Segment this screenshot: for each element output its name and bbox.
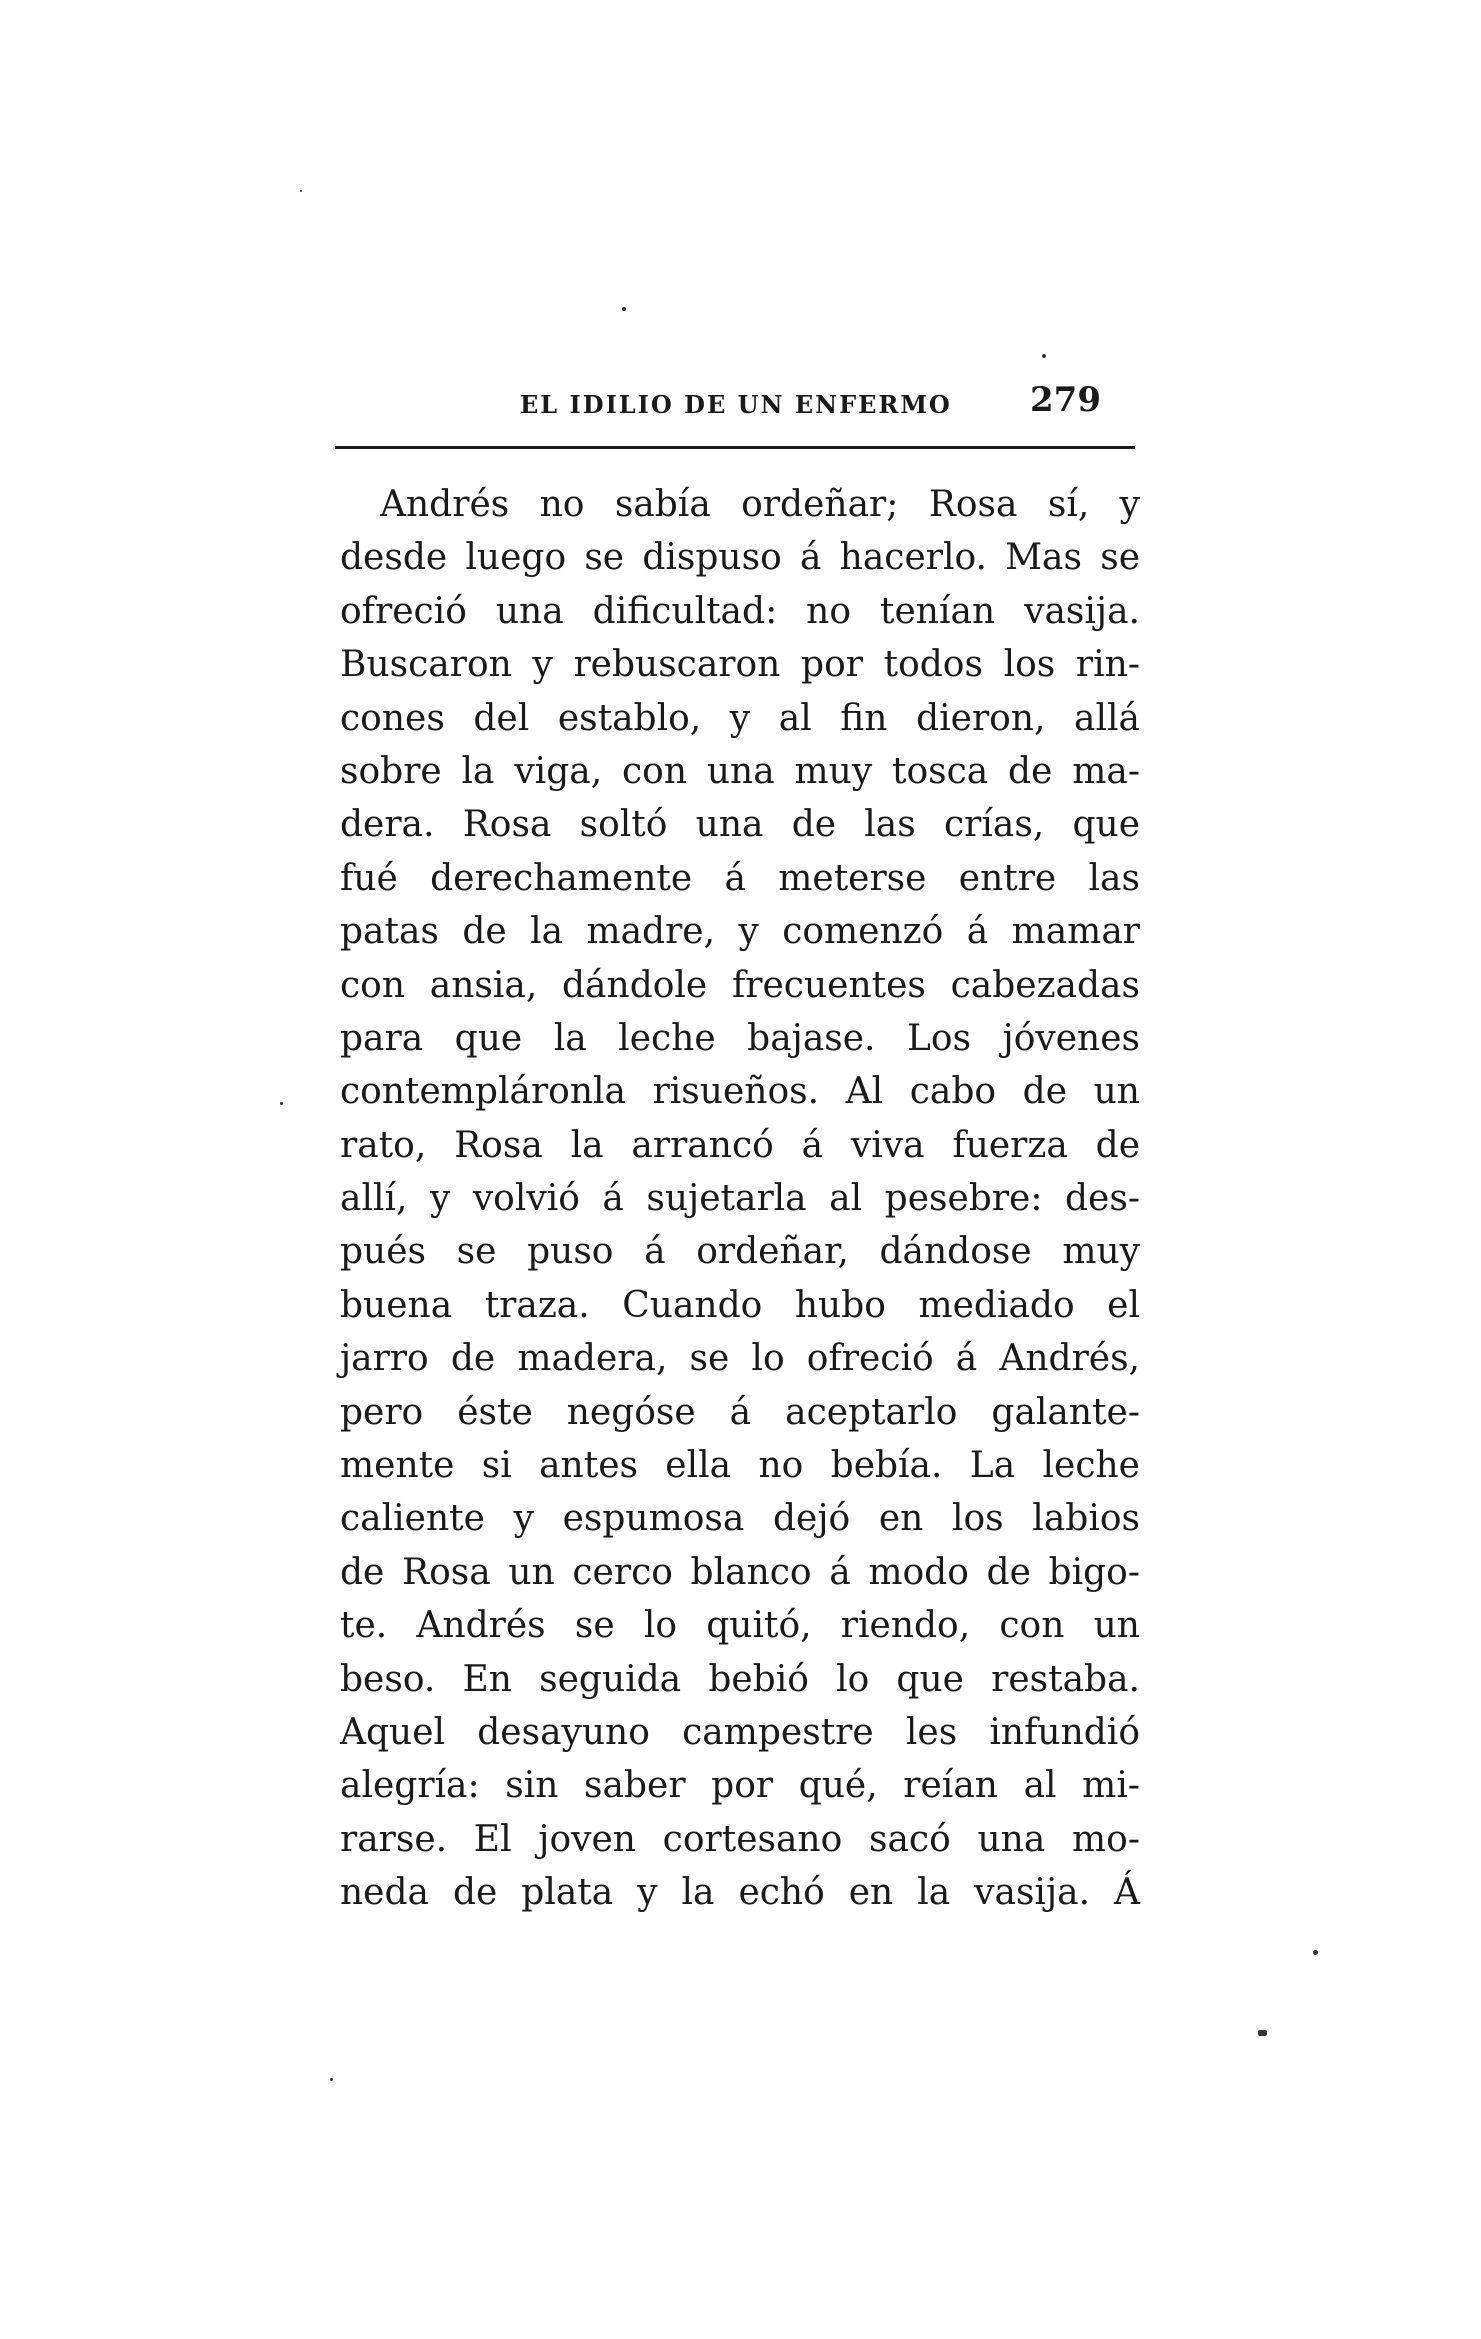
running-title: EL IDILIO DE UN ENFERMO [520, 390, 952, 419]
running-head [335, 378, 1135, 428]
text-line: Buscaron y rebuscaron por todos los rin- [340, 644, 1140, 686]
body-text [340, 478, 1140, 1920]
scan-speck [1313, 1950, 1318, 1955]
text-line: beso. En seguida bebió lo que restaba. [340, 1658, 1140, 1700]
text-line: buena traza. Cuando hubo mediado el [340, 1284, 1140, 1326]
text-line: fué derechamente á meterse entre las [340, 857, 1140, 899]
scan-speck [622, 307, 626, 311]
text-line: desde luego se dispuso á hacerlo. Mas se [340, 537, 1140, 579]
text-line: con ansia, dándole frecuentes cabezadas [340, 964, 1140, 1006]
scan-speck [1042, 354, 1046, 358]
text-line: neda de plata y la echó en la vasija. Á [340, 1872, 1140, 1914]
text-line: Aquel desayuno campestre les infundió [340, 1711, 1140, 1753]
text-line: caliente y espumosa dejó en los labios [340, 1498, 1140, 1540]
scan-speck [1258, 2030, 1267, 2036]
text-line: para que la leche bajase. Los jóvenes [340, 1017, 1140, 1059]
text-line: de Rosa un cerco blanco á modo de bigo- [340, 1551, 1140, 1593]
scan-speck [330, 2078, 333, 2081]
page-number: 279 [1030, 380, 1101, 420]
text-line: jarro de madera, se lo ofreció á Andrés, [340, 1338, 1140, 1380]
text-line: cones del establo, y al fin dieron, allá [340, 697, 1140, 739]
text-line: rarse. El joven cortesano sacó una mo- [340, 1818, 1140, 1860]
text-line: alegría: sin saber por qué, reían al mi- [340, 1765, 1140, 1807]
text-line: sobre la viga, con una muy tosca de ma- [340, 750, 1140, 792]
text-line: allí, y volvió á sujetarla al pesebre: des- [340, 1178, 1140, 1220]
text-line: dera. Rosa soltó una de las crías, que [340, 804, 1140, 846]
text-line: te. Andrés se lo quitó, riendo, con un [340, 1605, 1140, 1647]
text-line: patas de la madre, y comenzó á mamar [340, 911, 1140, 953]
text-line: pero éste negóse á aceptarlo galante- [340, 1391, 1140, 1433]
scan-speck [280, 1102, 283, 1105]
header-rule [335, 446, 1135, 449]
text-line: ofreció una dificultad: no tenían vasija. [340, 590, 1140, 632]
text-line: rato, Rosa la arrancó á viva fuerza de [340, 1124, 1140, 1166]
text-line: mente si antes ella no bebía. La leche [340, 1445, 1140, 1487]
text-line: pués se puso á ordeñar, dándose muy [340, 1231, 1140, 1273]
text-line: contempláronla risueños. Al cabo de un [340, 1071, 1140, 1113]
scan-speck [300, 190, 302, 192]
text-line: Andrés no sabía ordeñar; Rosa sí, y [380, 484, 1140, 525]
